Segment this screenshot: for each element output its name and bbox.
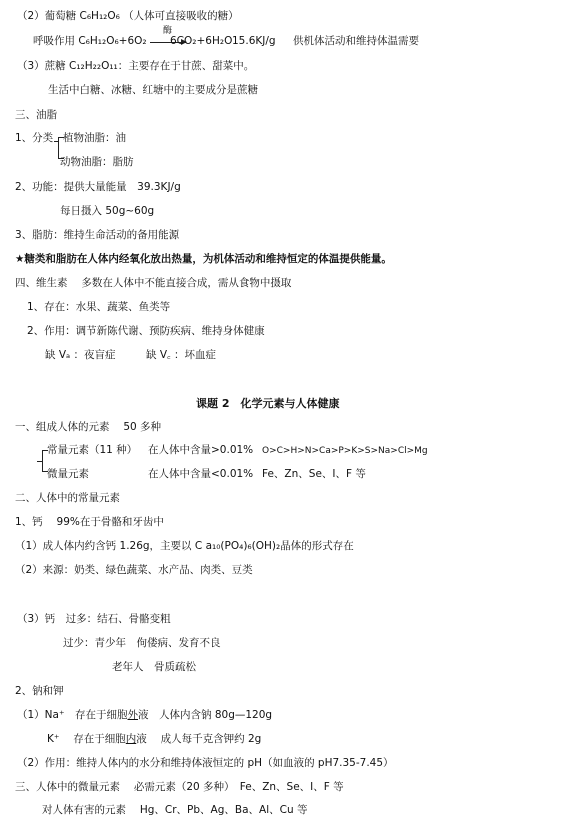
- sodium-line-a: （1）Na⁺ 存在于细胞: [17, 709, 128, 721]
- brace-nub-icon: [54, 141, 59, 142]
- potassium-line-c: 液 成人每千克含钾约 2g: [136, 733, 262, 745]
- respiration-energy: 15.6KJ/g: [232, 35, 276, 47]
- major-elements-content: 在人体中含量>0.01%: [148, 444, 254, 456]
- calcium-line-2: （2）来源：奶类、绿色蔬菜、水产品、肉类、豆类: [15, 564, 253, 576]
- sodium-line: [17, 708, 272, 722]
- fat-function-line: 2、功能：提供大量能量 39.3KJ/g: [15, 181, 181, 193]
- trace-elements-list: Fe、Zn、Se、I、F 等: [262, 468, 366, 480]
- major-elements-order: O>C>H>N>Ca>P>K>S>Na>Cl>Mg: [262, 446, 428, 456]
- calcium-heading: 1、钙 99%在于骨骼和牙齿中: [15, 516, 164, 528]
- trace-elements-content: 在人体中含量<0.01%: [148, 468, 254, 480]
- calcium-line-1: （1）成人体内约含钙 1.26g，主要以 C a₁₀(PO₄)₆(OH)₂晶体的形式存在: [15, 540, 354, 552]
- vitamin-a-line: 缺 Vₐ ：夜盲症: [45, 349, 116, 361]
- section-fats-heading: 三、油脂: [15, 109, 57, 121]
- fat-animal-line: 动物油脂：脂肪: [60, 156, 134, 168]
- sucrose-life-line: 生活中白糖、冰糖、红塘中的主要成分是蔗糖: [48, 84, 258, 96]
- brace-nub-icon: [37, 461, 42, 462]
- vitamin-role-line: 2、作用：调节新陈代谢、预防疾病、维持身体健康: [27, 325, 265, 337]
- fat-class-label: 1、分类: [15, 132, 54, 144]
- major-elements-label: 常量元素（11 种）: [47, 444, 138, 456]
- lesson-title: 课题 2 化学元素与人体健康: [196, 397, 340, 410]
- glucose-line: （2）葡萄糖 C₆H₁₂O₆ （人体可直接吸收的糖）: [17, 10, 239, 22]
- section-vitamin-heading: 四、维生素 多数在人体中不能直接合成，需从食物中摄取: [15, 277, 292, 289]
- calcium-line-3b: 过少：青少年 佝偻病、发育不良: [63, 637, 221, 649]
- potassium-line-a: K⁺ 存在于细胞: [47, 733, 126, 745]
- trace-elements-label: 微量元素: [47, 468, 89, 480]
- sodium-line-outer: 外: [127, 709, 139, 721]
- sodium-role-line: （2）作用：维持人体内的水分和维持体液恒定的 pH（如血液的 pH7.35-7.45）: [17, 757, 394, 769]
- sucrose-line: （3）蔗糖 C₁₂H₂₂O₁₁：主要存在于甘蔗、甜菜中。: [17, 60, 255, 72]
- respiration-purpose: 供机体活动和维持体温需要: [293, 35, 419, 47]
- section-major-elements-heading: 二、人体中的常量元素: [15, 492, 120, 504]
- vitamin-c-line: 缺 V꜀ ：坏血症: [146, 349, 216, 361]
- elements-brace-icon: [42, 450, 43, 472]
- sodium-potassium-heading: 2、钠和钾: [15, 685, 64, 697]
- fat-daily-line: 每日摄入 50g~60g: [60, 205, 155, 217]
- respiration-eq-left: 呼吸作用 C₆H₁₂O₆+6O₂: [33, 35, 147, 47]
- section-trace-elements-heading: 三、人体中的微量元素 必需元素（20 多种） Fe、Zn、Se、I、F 等: [15, 781, 344, 793]
- potassium-line-inner: 内: [125, 733, 137, 745]
- star-note: ★糖类和脂肪在人体内经氧化放出热量，为机体活动和维持恒定的体温提供能量。: [15, 253, 392, 265]
- calcium-line-3c: 老年人 骨质疏松: [112, 661, 196, 673]
- vitamin-exist-line: 1、存在：水果、蔬菜、鱼类等: [27, 301, 171, 313]
- section-elements-heading: 一、组成人体的元素 50 多种: [15, 421, 162, 433]
- potassium-line: [47, 732, 261, 746]
- fat-store-line: 3、脂肪：维持生命活动的备用能源: [15, 229, 180, 241]
- respiration-eq-right: 6CO₂+6H₂O: [170, 35, 233, 47]
- fat-plant-line: 植物油脂：油: [63, 132, 126, 144]
- calcium-line-3: （3）钙 过多：结石、骨骼变粗: [17, 613, 171, 625]
- sodium-line-c: 液 人体内含钠 80g—120g: [138, 709, 273, 721]
- harmful-elements-line: 对人体有害的元素 Hg、Cr、Pb、Ag、Ba、Al、Cu 等: [42, 804, 308, 816]
- enzyme-label: 酶: [163, 26, 173, 36]
